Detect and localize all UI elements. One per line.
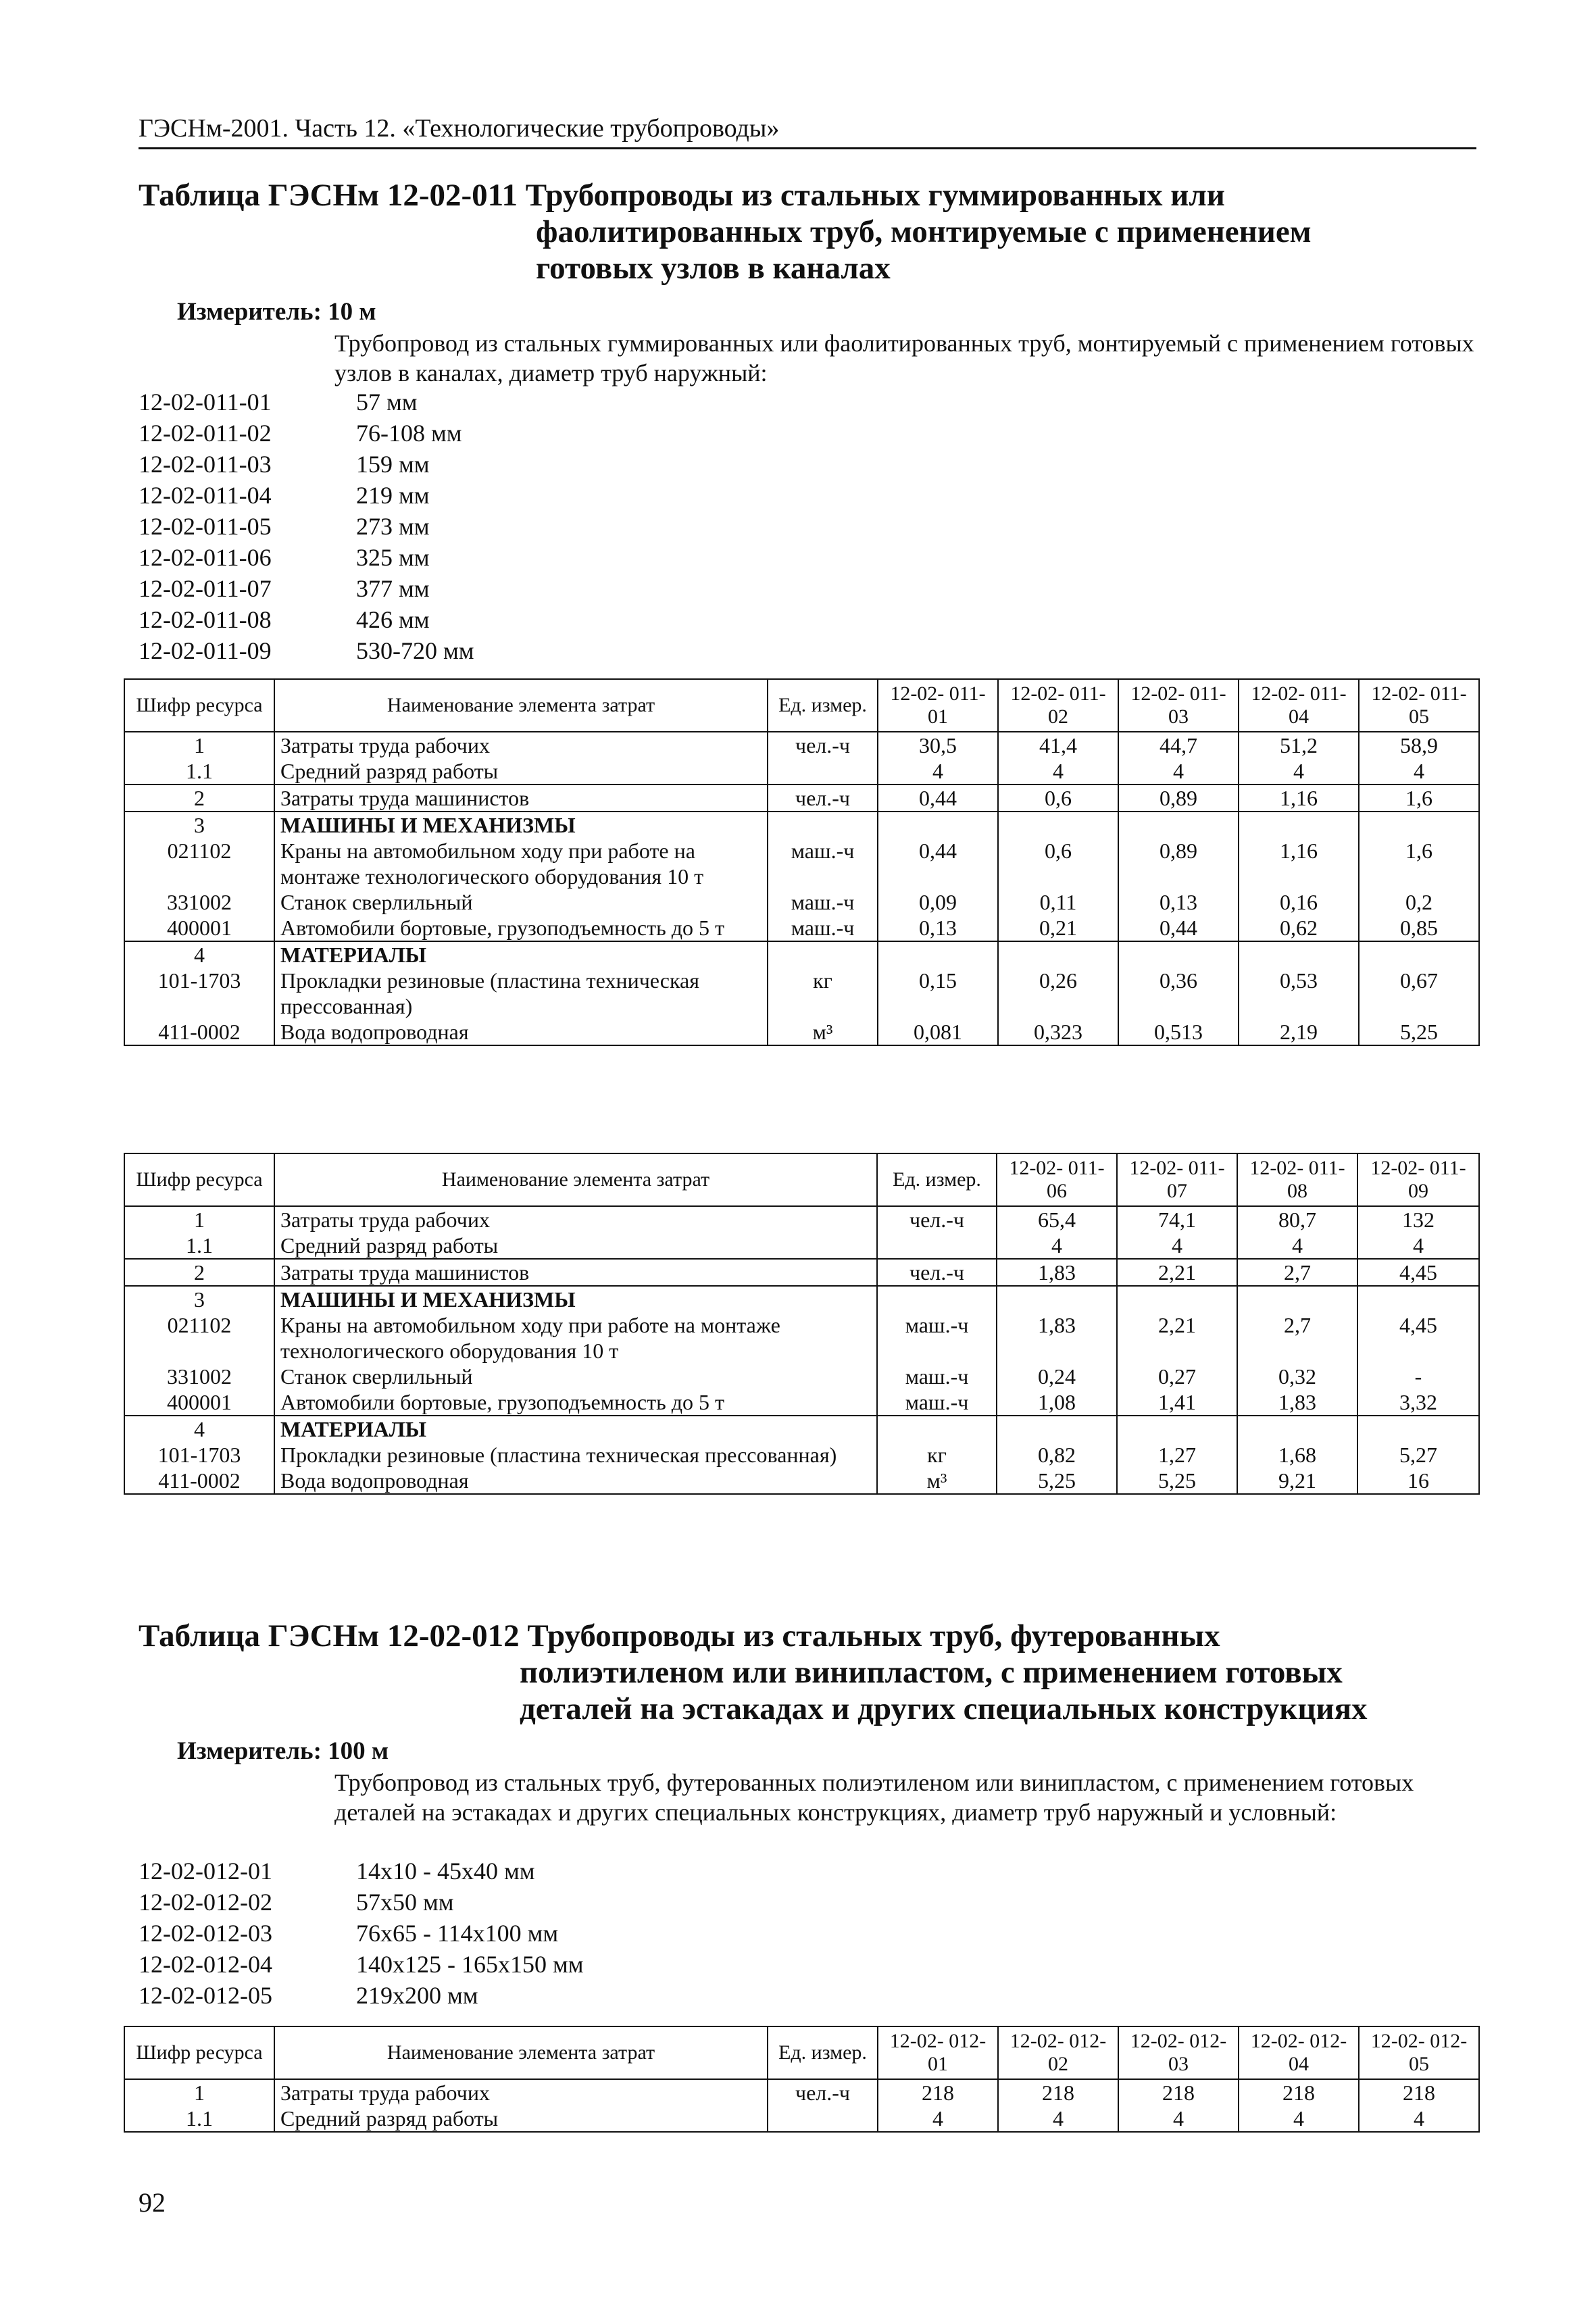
unit-cell: [768, 758, 878, 785]
value-cell: [878, 812, 998, 838]
value-cell: 0,26: [998, 968, 1118, 1019]
cost-element-name-cell: Вода водопроводная: [274, 1019, 768, 1045]
table-row: [124, 1286, 1479, 1312]
resource-code-cell: 4: [124, 941, 274, 968]
value-cell: 2,7: [1237, 1312, 1357, 1364]
value-cell: 0,16: [1239, 889, 1359, 915]
table-row: [124, 1364, 1479, 1389]
header-col-4: 12-02- 011-04: [1239, 679, 1359, 732]
cost-element-name-cell: Вода водопроводная: [274, 1468, 877, 1494]
code-list-code: 12-02-011-04: [139, 482, 272, 509]
value-cell: 4: [997, 1233, 1117, 1259]
value-cell: 0,6: [998, 785, 1118, 812]
header-col-1: 12-02- 012-01: [878, 2026, 998, 2079]
value-cell: 0,27: [1117, 1364, 1237, 1389]
cost-element-name-cell: Краны на автомобильном ходу при работе на монтаже технологического оборудования 10 т: [274, 1312, 877, 1364]
value-cell: [1357, 1416, 1479, 1442]
table2-resources-part1: [124, 2026, 1480, 2133]
value-cell: 4: [1237, 1233, 1357, 1259]
code-list-value: 219 мм: [356, 482, 430, 509]
resource-code-cell: 1.1: [124, 758, 274, 785]
value-cell: [1359, 941, 1479, 968]
value-cell: 4: [1118, 758, 1239, 785]
code-list-value: 76-108 мм: [356, 420, 462, 447]
running-header: ГЭСНм-2001. Часть 12. «Технологические трубопроводы»: [139, 114, 1476, 149]
code-list-value: 219x200 мм: [356, 1982, 478, 2009]
resource-code-cell: 101-1703: [124, 968, 274, 1019]
table-row: [124, 889, 1479, 915]
header-unit: Ед. измер.: [768, 2026, 878, 2079]
header-col-4: 12-02- 012-04: [1239, 2026, 1359, 2079]
header-col-2: 12-02- 011-02: [998, 679, 1118, 732]
unit-cell: кг: [768, 968, 878, 1019]
value-cell: [1117, 1286, 1237, 1312]
value-cell: [1237, 1416, 1357, 1442]
cost-element-name-cell: Автомобили бортовые, грузоподъемность до 5 т: [274, 915, 768, 941]
cost-element-name-cell: МАШИНЫ И МЕХАНИЗМЫ: [274, 812, 768, 838]
unit-cell: [768, 2106, 878, 2132]
unit-cell: маш.-ч: [877, 1389, 997, 1416]
table2-title-line-2: полиэтиленом или винипластом, с применением готовых: [520, 1655, 1343, 1690]
unit-cell: чел.-ч: [768, 2079, 878, 2106]
code-list-value: 325 мм: [356, 544, 430, 571]
value-cell: 0,513: [1118, 1019, 1239, 1045]
code-list-value: 57 мм: [356, 389, 418, 416]
value-cell: 2,7: [1237, 1259, 1357, 1286]
value-cell: 218: [998, 2079, 1118, 2106]
value-cell: 65,4: [997, 1206, 1117, 1233]
resource-code-cell: 2: [124, 1259, 274, 1286]
code-list-code: 12-02-011-06: [139, 544, 272, 571]
code-list-code: 12-02-012-03: [139, 1920, 272, 1947]
header-col-6: 12-02- 011-06: [997, 1153, 1117, 1206]
cost-element-name-cell: Средний разряд работы: [274, 2106, 768, 2132]
unit-cell: маш.-ч: [768, 915, 878, 941]
resource-code-cell: 1.1: [124, 1233, 274, 1259]
table1-resources-part2: [124, 1153, 1480, 1495]
value-cell: 218: [1239, 2079, 1359, 2106]
resource-code-cell: 1: [124, 1206, 274, 1233]
cost-element-name-cell: МАТЕРИАЛЫ: [274, 1416, 877, 1442]
value-cell: 218: [878, 2079, 998, 2106]
value-cell: 1,16: [1239, 838, 1359, 889]
code-list-value: 76x65 - 114x100 мм: [356, 1920, 559, 1947]
value-cell: 0,15: [878, 968, 998, 1019]
cost-element-name-cell: МАТЕРИАЛЫ: [274, 941, 768, 968]
value-cell: 218: [1359, 2079, 1479, 2106]
value-cell: 0,32: [1237, 1364, 1357, 1389]
table-row: [124, 758, 1479, 785]
code-list-code: 12-02-012-02: [139, 1889, 272, 1916]
value-cell: 1,08: [997, 1389, 1117, 1416]
table1-measure-value: 10 м: [328, 298, 376, 326]
cost-element-name-cell: Прокладки резиновые (пластина техническая прессованная): [274, 1442, 877, 1468]
unit-cell: м³: [877, 1468, 997, 1494]
value-cell: [878, 941, 998, 968]
table-row: [124, 915, 1479, 941]
value-cell: 5,25: [1117, 1468, 1237, 1494]
value-cell: [1118, 941, 1239, 968]
value-cell: 0,6: [998, 838, 1118, 889]
value-cell: [1239, 941, 1359, 968]
cost-element-name-cell: Затраты труда рабочих: [274, 2079, 768, 2106]
header-col-8: 12-02- 011-08: [1237, 1153, 1357, 1206]
value-cell: 5,27: [1357, 1442, 1479, 1468]
value-cell: 4: [1359, 2106, 1479, 2132]
header-resource-code: Шифр ресурса: [124, 2026, 274, 2079]
code-list-code: 12-02-012-01: [139, 1858, 272, 1885]
value-cell: 0,44: [878, 785, 998, 812]
value-cell: [1359, 812, 1479, 838]
table-row: [124, 838, 1479, 889]
resource-code-cell: 331002: [124, 889, 274, 915]
value-cell: 4,45: [1357, 1312, 1479, 1364]
cost-element-name-cell: Средний разряд работы: [274, 758, 768, 785]
code-list-value: 426 мм: [356, 606, 430, 633]
code-list-value: 159 мм: [356, 451, 430, 478]
value-cell: 2,21: [1117, 1259, 1237, 1286]
table-row: [124, 2079, 1479, 2106]
table-row: [124, 1416, 1479, 1442]
value-cell: 0,323: [998, 1019, 1118, 1045]
value-cell: 1,6: [1359, 838, 1479, 889]
header-col-9: 12-02- 011-09: [1357, 1153, 1479, 1206]
header-resource-code: Шифр ресурса: [124, 1153, 274, 1206]
cost-element-name-cell: Краны на автомобильном ходу при работе на монтаже технологического оборудования 10 т: [274, 838, 768, 889]
value-cell: 0,13: [878, 915, 998, 941]
table2-measure-label: Измеритель:: [177, 1737, 322, 1765]
value-cell: [1117, 1416, 1237, 1442]
value-cell: 1,27: [1117, 1442, 1237, 1468]
value-cell: 5,25: [997, 1468, 1117, 1494]
unit-cell: [768, 812, 878, 838]
table1-measure: [177, 297, 376, 327]
value-cell: 0,44: [1118, 915, 1239, 941]
value-cell: [1357, 1286, 1479, 1312]
code-list-value: 530-720 мм: [356, 637, 474, 664]
value-cell: 218: [1118, 2079, 1239, 2106]
unit-cell: маш.-ч: [768, 838, 878, 889]
resource-code-cell: 411-0002: [124, 1019, 274, 1045]
value-cell: 4: [1239, 2106, 1359, 2132]
header-unit: Ед. измер.: [768, 679, 878, 732]
header-col-2: 12-02- 012-02: [998, 2026, 1118, 2079]
page-number: 92: [139, 2187, 166, 2218]
header-cost-element-name: Наименование элемента затрат: [274, 1153, 877, 1206]
table-row: [124, 1019, 1479, 1045]
resource-code-cell: 3: [124, 812, 274, 838]
value-cell: 4: [878, 2106, 998, 2132]
table2-title-line-1: Таблица ГЭСНм 12-02-012 Трубопроводы из стальных труб, футерованных: [139, 1618, 1220, 1653]
unit-cell: м³: [768, 1019, 878, 1045]
code-list-value: 140x125 - 165x150 мм: [356, 1951, 584, 1978]
table2-title-line-3: деталей на эстакадах и других специальных конструкциях: [520, 1691, 1368, 1726]
value-cell: [1237, 1286, 1357, 1312]
unit-cell: [768, 941, 878, 968]
cost-element-name-cell: Станок сверлильный: [274, 889, 768, 915]
table-row: [124, 1312, 1479, 1364]
unit-cell: [877, 1233, 997, 1259]
header-col-5: 12-02- 012-05: [1359, 2026, 1479, 2079]
resource-code-cell: 400001: [124, 1389, 274, 1416]
value-cell: 0,89: [1118, 838, 1239, 889]
value-cell: 41,4: [998, 732, 1118, 758]
table-row: [124, 968, 1479, 1019]
resource-code-cell: 021102: [124, 1312, 274, 1364]
resource-code-cell: 021102: [124, 838, 274, 889]
value-cell: 4: [998, 2106, 1118, 2132]
resource-code-cell: 1: [124, 2079, 274, 2106]
value-cell: 0,85: [1359, 915, 1479, 941]
cost-element-name-cell: Средний разряд работы: [274, 1233, 877, 1259]
unit-cell: чел.-ч: [877, 1206, 997, 1233]
code-list-code: 12-02-011-03: [139, 451, 272, 478]
table-row: [124, 1389, 1479, 1416]
header-col-5: 12-02- 011-05: [1359, 679, 1479, 732]
table-row: [124, 785, 1479, 812]
value-cell: 0,081: [878, 1019, 998, 1045]
value-cell: -: [1357, 1364, 1479, 1389]
table1-title-line-3: готовых узлов в каналах: [536, 251, 891, 286]
value-cell: 4,45: [1357, 1259, 1479, 1286]
value-cell: 132: [1357, 1206, 1479, 1233]
code-list-code: 12-02-011-02: [139, 420, 272, 447]
value-cell: 74,1: [1117, 1206, 1237, 1233]
value-cell: 1,83: [997, 1259, 1117, 1286]
header-col-1: 12-02- 011-01: [878, 679, 998, 732]
table2-measure-value: 100 м: [328, 1737, 389, 1765]
resource-code-cell: 411-0002: [124, 1468, 274, 1494]
table-row: [124, 941, 1479, 968]
table-row: [124, 1442, 1479, 1468]
header-cost-element-name: Наименование элемента затрат: [274, 679, 768, 732]
table1-description: Трубопровод из стальных гуммированных или фаолитированных труб, монтируемый с применением готовых узлов в каналах, диаметр труб наружный:: [334, 330, 1474, 387]
table1-title-line-2: фаолитированных труб, монтируемые с применением: [536, 214, 1312, 249]
value-cell: 5,25: [1359, 1019, 1479, 1045]
header-unit: Ед. измер.: [877, 1153, 997, 1206]
value-cell: 4: [1239, 758, 1359, 785]
unit-cell: чел.-ч: [877, 1259, 997, 1286]
value-cell: 0,2: [1359, 889, 1479, 915]
value-cell: 3,32: [1357, 1389, 1479, 1416]
cost-element-name-cell: Затраты труда рабочих: [274, 732, 768, 758]
table-row: [124, 812, 1479, 838]
code-list-value: 377 мм: [356, 575, 430, 602]
cost-element-name-cell: Прокладки резиновые (пластина техническая прессованная): [274, 968, 768, 1019]
table2-measure: [177, 1737, 389, 1766]
header-col-3: 12-02- 011-03: [1118, 679, 1239, 732]
value-cell: 4: [1117, 1233, 1237, 1259]
value-cell: [998, 941, 1118, 968]
table-row: [124, 1206, 1479, 1233]
resource-code-cell: 2: [124, 785, 274, 812]
value-cell: 0,67: [1359, 968, 1479, 1019]
value-cell: 0,09: [878, 889, 998, 915]
code-list-code: 12-02-011-05: [139, 513, 272, 540]
code-list-code: 12-02-012-05: [139, 1982, 272, 2009]
resource-code-cell: 1: [124, 732, 274, 758]
value-cell: [1118, 812, 1239, 838]
table-row: [124, 1468, 1479, 1494]
value-cell: 9,21: [1237, 1468, 1357, 1494]
value-cell: 16: [1357, 1468, 1479, 1494]
table-row: [124, 1233, 1479, 1259]
value-cell: 0,53: [1239, 968, 1359, 1019]
value-cell: 58,9: [1359, 732, 1479, 758]
code-list-value: 57x50 мм: [356, 1889, 454, 1916]
code-list-code: 12-02-012-04: [139, 1951, 272, 1978]
unit-cell: [877, 1286, 997, 1312]
value-cell: 1,68: [1237, 1442, 1357, 1468]
value-cell: 2,19: [1239, 1019, 1359, 1045]
header-col-3: 12-02- 012-03: [1118, 2026, 1239, 2079]
resource-code-cell: 1.1: [124, 2106, 274, 2132]
value-cell: 0,13: [1118, 889, 1239, 915]
value-cell: 1,83: [1237, 1389, 1357, 1416]
table-row: [124, 1259, 1479, 1286]
value-cell: 0,24: [997, 1364, 1117, 1389]
code-list-code: 12-02-011-09: [139, 637, 272, 664]
code-list-code: 12-02-011-01: [139, 389, 272, 416]
value-cell: 0,21: [998, 915, 1118, 941]
value-cell: 0,36: [1118, 968, 1239, 1019]
table-row: [124, 2106, 1479, 2132]
resource-code-cell: 4: [124, 1416, 274, 1442]
unit-cell: чел.-ч: [768, 732, 878, 758]
value-cell: 1,6: [1359, 785, 1479, 812]
cost-element-name-cell: МАШИНЫ И МЕХАНИЗМЫ: [274, 1286, 877, 1312]
table2-description: Трубопровод из стальных труб, футерованных полиэтиленом или винипластом, с применением готовых деталей на эстакадах и других специальных конструкциях, диаметр труб наружный и условный:: [334, 1769, 1414, 1826]
value-cell: 30,5: [878, 732, 998, 758]
value-cell: 4: [1118, 2106, 1239, 2132]
header-cost-element-name: Наименование элемента затрат: [274, 2026, 768, 2079]
value-cell: 4: [1359, 758, 1479, 785]
value-cell: 0,11: [998, 889, 1118, 915]
cost-element-name-cell: Станок сверлильный: [274, 1364, 877, 1389]
value-cell: [997, 1286, 1117, 1312]
header-col-7: 12-02- 011-07: [1117, 1153, 1237, 1206]
resource-code-cell: 3: [124, 1286, 274, 1312]
cost-element-name-cell: Затраты труда машинистов: [274, 1259, 877, 1286]
header-resource-code: Шифр ресурса: [124, 679, 274, 732]
value-cell: 0,82: [997, 1442, 1117, 1468]
value-cell: 44,7: [1118, 732, 1239, 758]
table1-resources-part1: [124, 678, 1480, 1046]
unit-cell: [877, 1416, 997, 1442]
table-row: [124, 732, 1479, 758]
unit-cell: маш.-ч: [877, 1312, 997, 1364]
unit-cell: чел.-ч: [768, 785, 878, 812]
value-cell: 1,16: [1239, 785, 1359, 812]
code-list-value: 14x10 - 45x40 мм: [356, 1858, 535, 1885]
unit-cell: маш.-ч: [877, 1364, 997, 1389]
value-cell: 4: [998, 758, 1118, 785]
table1-title-line-1: Таблица ГЭСНм 12-02-011 Трубопроводы из стальных гуммированных или: [139, 178, 1225, 213]
value-cell: [997, 1416, 1117, 1442]
value-cell: 1,83: [997, 1312, 1117, 1364]
resource-code-cell: 101-1703: [124, 1442, 274, 1468]
resource-code-cell: 400001: [124, 915, 274, 941]
code-list-code: 12-02-011-07: [139, 575, 272, 602]
unit-cell: кг: [877, 1442, 997, 1468]
value-cell: 0,62: [1239, 915, 1359, 941]
value-cell: 0,44: [878, 838, 998, 889]
value-cell: 1,41: [1117, 1389, 1237, 1416]
value-cell: 2,21: [1117, 1312, 1237, 1364]
cost-element-name-cell: Затраты труда машинистов: [274, 785, 768, 812]
value-cell: [1239, 812, 1359, 838]
cost-element-name-cell: Затраты труда рабочих: [274, 1206, 877, 1233]
table1-measure-label: Измеритель:: [177, 298, 322, 326]
code-list-value: 273 мм: [356, 513, 430, 540]
value-cell: 4: [878, 758, 998, 785]
value-cell: 80,7: [1237, 1206, 1357, 1233]
cost-element-name-cell: Автомобили бортовые, грузоподъемность до 5 т: [274, 1389, 877, 1416]
unit-cell: маш.-ч: [768, 889, 878, 915]
value-cell: 4: [1357, 1233, 1479, 1259]
value-cell: [998, 812, 1118, 838]
code-list-code: 12-02-011-08: [139, 606, 272, 633]
value-cell: 51,2: [1239, 732, 1359, 758]
value-cell: 0,89: [1118, 785, 1239, 812]
resource-code-cell: 331002: [124, 1364, 274, 1389]
